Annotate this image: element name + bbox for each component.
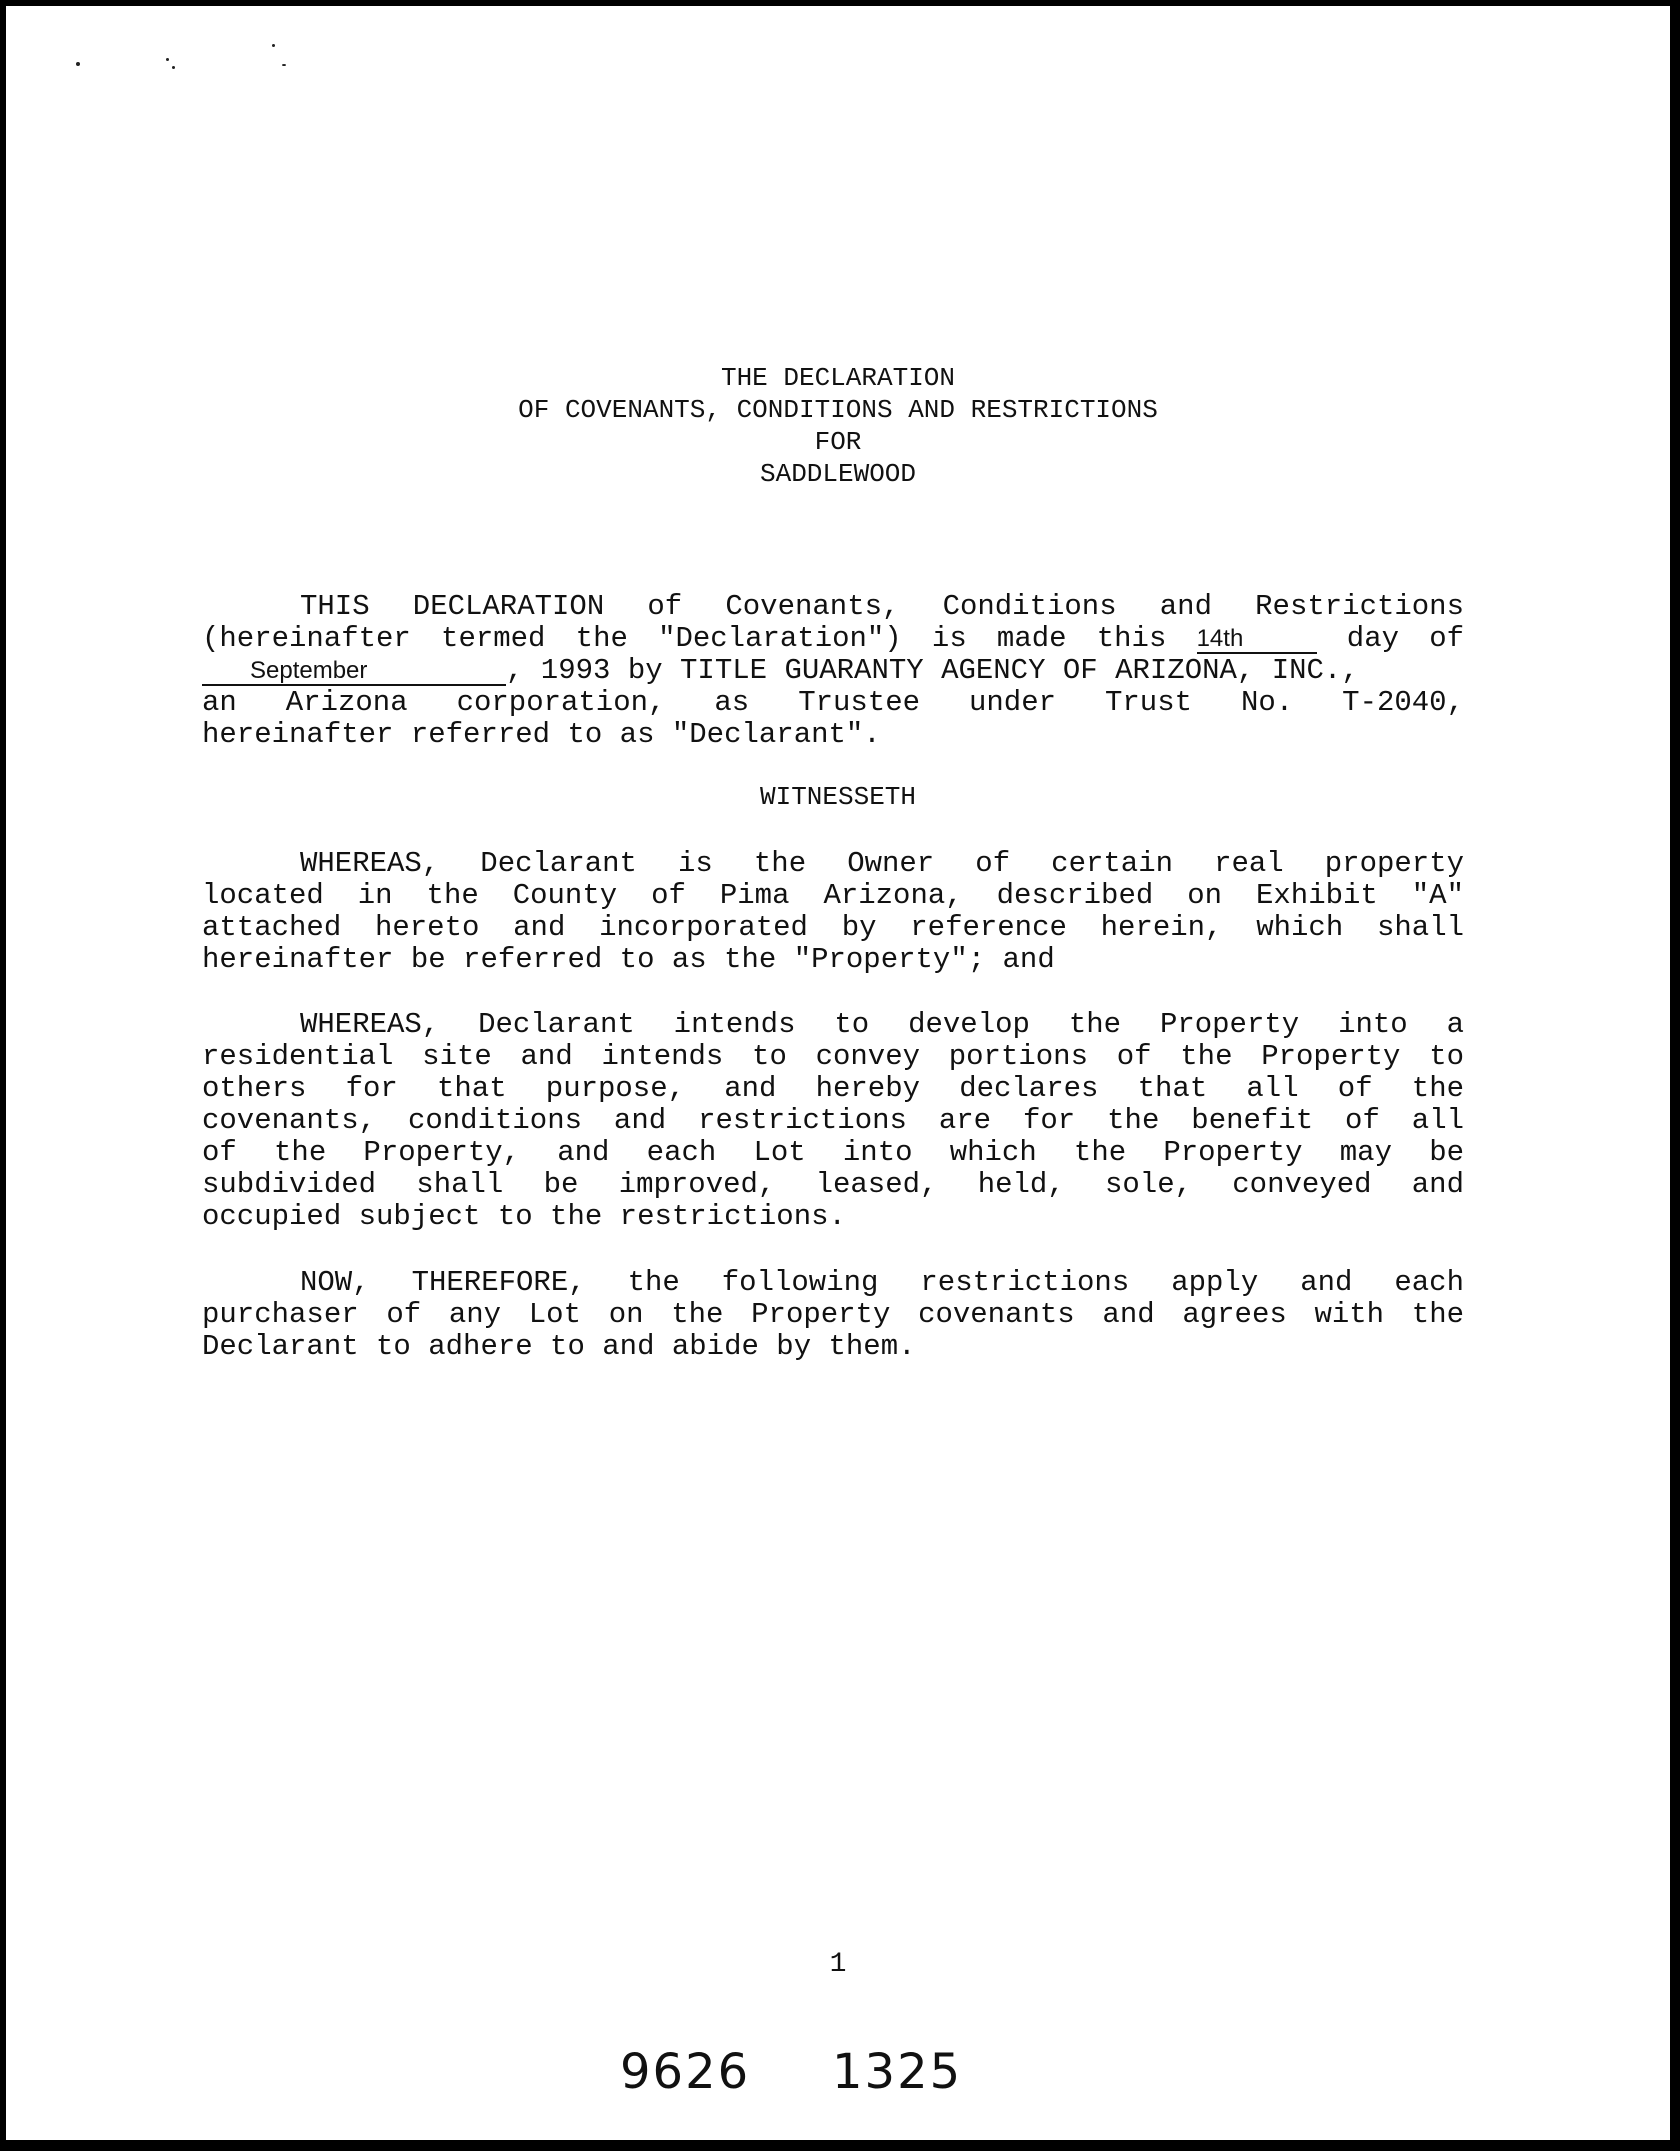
therefore-line: purchaser of any Lot on the Property covenants and agrees with the — [202, 1298, 1464, 1331]
whereas2-line: WHEREAS, Declarant intends to develop the Property into a — [300, 1008, 1464, 1041]
intro-paragraph — [202, 591, 1464, 751]
document-page — [6, 6, 1670, 2140]
whereas2-line: occupied subject to the restrictions. — [202, 1200, 846, 1233]
document-number-left: 9626 — [620, 2044, 751, 2100]
intro-line-3 — [202, 655, 1464, 687]
whereas2-line: subdivided shall be improved, leased, held, sole, conveyed and — [202, 1168, 1464, 1201]
whereas1-line: WHEREAS, Declarant is the Owner of certain real property — [300, 847, 1464, 880]
whereas-paragraph-2 — [202, 1009, 1464, 1233]
therefore-line: Declarant to adhere to and abide by them. — [202, 1330, 916, 1363]
title-line-1: THE DECLARATION — [720, 363, 956, 393]
intro-line-2-post: day of — [1346, 622, 1465, 655]
intro-line-3-post: , 1993 by TITLE GUARANTY AGENCY OF ARIZONA, INC., — [506, 654, 1359, 687]
document-title — [6, 362, 1670, 490]
whereas-paragraph-1 — [202, 848, 1464, 976]
intro-line-1: THIS DECLARATION of Covenants, Conditions and Restrictions — [300, 590, 1464, 623]
whereas1-line: located in the County of Pima Arizona, described on Exhibit "A" — [202, 879, 1464, 912]
scan-speck — [282, 64, 286, 66]
whereas1-line: hereinafter be referred to as the "Property"; and — [202, 943, 1055, 976]
document-number-right: 1325 — [832, 2044, 963, 2100]
scan-speck — [166, 58, 169, 61]
whereas2-line: of the Property, and each Lot into which the Property may be — [202, 1136, 1464, 1169]
therefore-paragraph — [202, 1267, 1464, 1363]
intro-line-5: hereinafter referred to as "Declarant". — [202, 718, 881, 751]
witnesseth-heading: WITNESSETH — [759, 782, 917, 812]
intro-line-4: an Arizona corporation, as Trustee under Trust No. T-2040, — [202, 686, 1464, 719]
title-line-4: SADDLEWOOD — [759, 459, 917, 489]
therefore-line: NOW, THEREFORE, the following restrictions apply and each — [300, 1266, 1464, 1299]
title-line-3: FOR — [814, 427, 862, 457]
intro-line-2 — [202, 623, 1464, 655]
month-value: September — [250, 657, 368, 684]
title-line-2: OF COVENANTS, CONDITIONS AND RESTRICTIONS — [518, 395, 1158, 425]
scan-speck — [272, 44, 275, 47]
month-field — [202, 658, 506, 686]
scan-speck — [172, 66, 175, 69]
page-number: 1 — [829, 1949, 847, 1980]
whereas2-line: residential site and intends to convey portions of the Property to — [202, 1040, 1464, 1073]
whereas1-line: attached hereto and incorporated by reference herein, which shall — [202, 911, 1464, 944]
intro-line-2-pre: (hereinafter termed the "Declaration") is made this — [202, 622, 1167, 655]
scan-speck — [76, 62, 80, 66]
whereas2-line: others for that purpose, and hereby declares that all of the — [202, 1072, 1464, 1105]
day-field: 14th — [1197, 626, 1317, 654]
whereas2-line: covenants, conditions and restrictions are for the benefit of all — [202, 1104, 1464, 1137]
